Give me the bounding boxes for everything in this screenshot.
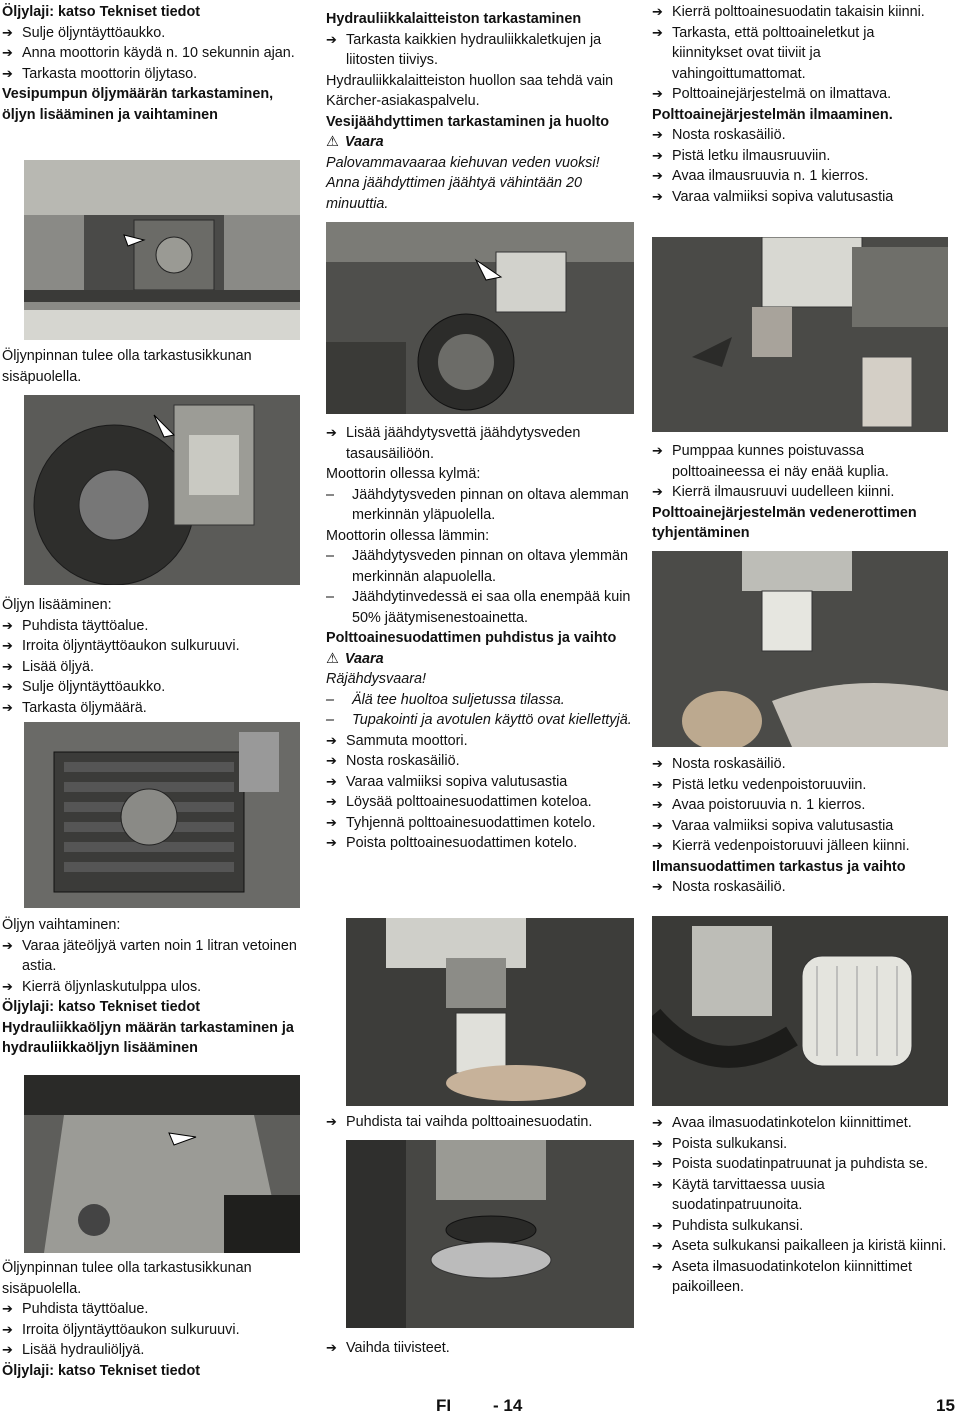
text-line: Moottorin ollessa lämmin: [326, 527, 490, 544]
footer-lang: FI [436, 1396, 452, 1415]
footer-page-center: - 14 [493, 1396, 523, 1415]
instruction-step: ➔ Varaa valmiiksi sopiva valutusastia [652, 187, 948, 208]
photo-coolant-reservoir [326, 222, 634, 414]
photo-water-separator-drain [652, 551, 948, 747]
warning-bullet-item: – Tupakointi ja avotulen käyttö ovat kiellettyjä. [326, 710, 636, 731]
instruction-step: ➔ Nosta roskasäiliö. [652, 754, 948, 775]
instruction-step: ➔ Löysää polttoainesuodattimen koteloa. [326, 792, 636, 813]
instruction-step: ➔ Aseta ilmasuodatinkotelon kiinnittimet paikoilleen. [652, 1257, 948, 1298]
instruction-step: ➔ Aseta sulkukansi paikalleen ja kiristä kiinni. [652, 1236, 948, 1257]
instruction-step: ➔ Pistä letku ilmausruuviin. [652, 146, 948, 167]
instruction-step: ➔ Tyhjennä polttoainesuodattimen kotelo. [326, 813, 636, 834]
instruction-step: ➔ Varaa valmiiksi sopiva valutusastia [326, 772, 636, 793]
danger-label-text: Vaara [344, 650, 384, 667]
photo-fuel-bleed-screw [652, 237, 948, 432]
col1-lines2 [2, 595, 302, 718]
col2-line4: ➔ Vaihda tiivisteet. [326, 1338, 636, 1359]
warning-bullet-item: – Älä tee huoltoa suljetussa tilassa. [326, 690, 636, 711]
footer-page-right: 15 [936, 1396, 955, 1415]
instruction-step: ➔ Nosta roskasäiliö. [326, 751, 636, 772]
bullet-item: – Jäähdytysveden pinnan on oltava ylemmän merkinnän alapuolella. [326, 546, 636, 587]
text-line: Hydrauliikkalaitteiston huollon saa tehdä vain Kärcher-asiakaspalvelu. [326, 72, 614, 109]
photo-air-filter [652, 916, 948, 1106]
instruction-step: ➔ Käytä tarvittaessa uusia suodatinpatruunoita. [652, 1175, 948, 1216]
col1-lines3 [2, 915, 302, 1059]
col2-top [326, 9, 636, 214]
text-line: Öljyn lisääminen: [2, 597, 112, 613]
heading: Öljylaji: katso Tekniset tiedot [2, 1362, 201, 1379]
instruction-step: ➔ Sammuta moottori. [326, 731, 636, 752]
bullet-item: – Jäähdytinvedessä ei saa olla enempää kuin 50% jäätymisenestoainetta. [326, 587, 636, 628]
danger-label [326, 132, 636, 153]
col1-lines4 [2, 1258, 302, 1381]
instruction-step: ➔ Tarkasta öljymäärä. [2, 698, 302, 719]
col1-top [2, 2, 302, 125]
instruction-step: ➔ Tarkasta, että polttoaineletkut ja kiinnitykset ovat tiiviit ja vahingoittumattomat. [652, 23, 948, 85]
photo-oil-sight-glass [24, 395, 300, 585]
instruction-step: ➔ Puhdista täyttöalue. [2, 1299, 302, 1320]
text-line: Öljyn vaihtaminen: [2, 917, 121, 933]
instruction-step: ➔ Pumppaa kunnes poistuvassa polttoaineessa ei näy enää kuplia. [652, 441, 948, 482]
danger-label-text: Vaara [344, 134, 384, 150]
instruction-step: ➔ Avaa ilmasuodatinkotelon kiinnittimet. [652, 1113, 948, 1134]
photo-fuel-filter-seals [346, 1140, 634, 1328]
heading: Öljylaji: katso Tekniset tiedot [2, 999, 201, 1015]
heading: Hydrauliikkalaitteiston tarkastaminen [326, 11, 582, 27]
warning-triangle-icon: ⚠ [326, 134, 339, 150]
warning-text: Palovammavaaraa kiehuvan veden vuoksi! Anna jäähdyttimen jäähtyä vähintään 20 minuuttia. [326, 154, 600, 212]
col3-lines2 [652, 441, 948, 544]
instruction-step: ➔ Kierrä vedenpoistoruuvi jälleen kiinni. [652, 836, 948, 857]
photo-pump-gearbox [24, 722, 300, 908]
instruction-step: ➔ Sulje öljyntäyttöaukko. [2, 23, 302, 44]
instruction-step: ➔ Avaa poistoruuvia n. 1 kierros. [652, 795, 948, 816]
instruction-step: ➔ Irroita öljyntäyttöaukon sulkuruuvi. [2, 1320, 302, 1341]
instruction-step: ➔ Kierrä ilmausruuvi uudelleen kiinni. [652, 482, 948, 503]
text-line: Öljynpinnan tulee olla tarkastusikkunan sisäpuolella. [2, 1260, 252, 1297]
col3-lines4 [652, 1113, 948, 1298]
heading: Öljylaji: katso Tekniset tiedot [2, 4, 201, 20]
photo-fuel-filter [346, 918, 634, 1106]
heading: Vesijäähdyttimen tarkastaminen ja huolto [326, 113, 610, 130]
instruction-step: ➔ Nosta roskasäiliö. [652, 877, 948, 898]
warning-triangle-icon: ⚠ [326, 650, 339, 667]
instruction-step: ➔ Polttoainejärjestelmä on ilmattava. [652, 84, 948, 105]
col3-top [652, 2, 948, 207]
danger-label [326, 649, 636, 670]
heading: Polttoainesuodattimen puhdistus ja vaihto [326, 630, 617, 646]
instruction-step: ➔ Sulje öljyntäyttöaukko. [2, 677, 302, 698]
warning-text: Räjähdysvaara! [326, 671, 426, 687]
instruction-step: ➔ Varaa valmiiksi sopiva valutusastia [652, 816, 948, 837]
instruction-step: ➔ Kierrä öljynlaskutulppa ulos. [2, 977, 302, 998]
heading: Ilmansuodattimen tarkastus ja vaihto [652, 858, 906, 875]
col1-caption1: Öljynpinnan tulee olla tarkastusikkunan sisäpuolella. [2, 348, 252, 385]
instruction-step: ➔ Tarkasta kaikkien hydrauliikkaletkujen ja liitosten tiiviys. [326, 30, 636, 71]
col3-lines3 [652, 754, 948, 898]
photo-water-pump-underside [24, 160, 300, 340]
text-line: Moottorin ollessa kylmä: [326, 466, 481, 482]
instruction-step: ➔ Avaa ilmausruuvia n. 1 kierros. [652, 166, 948, 187]
instruction-step: ➔ Anna moottorin käydä n. 10 sekunnin ajan. [2, 43, 302, 64]
instruction-step: ➔ Varaa jäteöljyä varten noin 1 litran vetoinen astia. [2, 936, 302, 977]
photo-hydraulic-tank [24, 1075, 300, 1253]
instruction-step: ➔ Nosta roskasäiliö. [652, 125, 948, 146]
instruction-step: ➔ Lisää hydrauliöljyä. [2, 1340, 302, 1361]
instruction-step: ➔ Pistä letku vedenpoistoruuviin. [652, 775, 948, 796]
instruction-step: ➔ Poista suodatinpatruunat ja puhdista se. [652, 1154, 948, 1175]
instruction-step: ➔ Poista sulkukansi. [652, 1134, 948, 1155]
heading: Polttoainejärjestelmän vedenerottimen tyhjentäminen [652, 504, 917, 541]
heading: Hydrauliikkaöljyn määrän tarkastaminen ja hydrauliikkaöljyn lisääminen [2, 1019, 294, 1056]
instruction-step: ➔ Puhdista täyttöalue. [2, 616, 302, 637]
instruction-step: ➔ Kierrä polttoainesuodatin takaisin kiinni. [652, 2, 948, 23]
bullet-item: – Jäähdytysveden pinnan on oltava alemman merkinnän yläpuolella. [326, 485, 636, 526]
instruction-step: ➔ Lisää öljyä. [2, 657, 302, 678]
heading: Vesipumpun öljymäärän tarkastaminen, öljyn lisääminen ja vaihtaminen [2, 86, 274, 123]
col2-line3: ➔ Puhdista tai vaihda polttoainesuodatin. [326, 1112, 636, 1133]
col2-lines2 [326, 423, 636, 854]
heading: Polttoainejärjestelmän ilmaaminen. [652, 106, 893, 123]
instruction-step: ➔ Lisää jäähdytysvettä jäähdytysveden tasausäiliöön. [326, 423, 636, 464]
instruction-step: ➔ Tarkasta moottorin öljytaso. [2, 64, 302, 85]
instruction-step: ➔ Irroita öljyntäyttöaukon sulkuruuvi. [2, 636, 302, 657]
instruction-step: ➔ Poista polttoainesuodattimen kotelo. [326, 833, 636, 854]
instruction-step: ➔ Puhdista sulkukansi. [652, 1216, 948, 1237]
